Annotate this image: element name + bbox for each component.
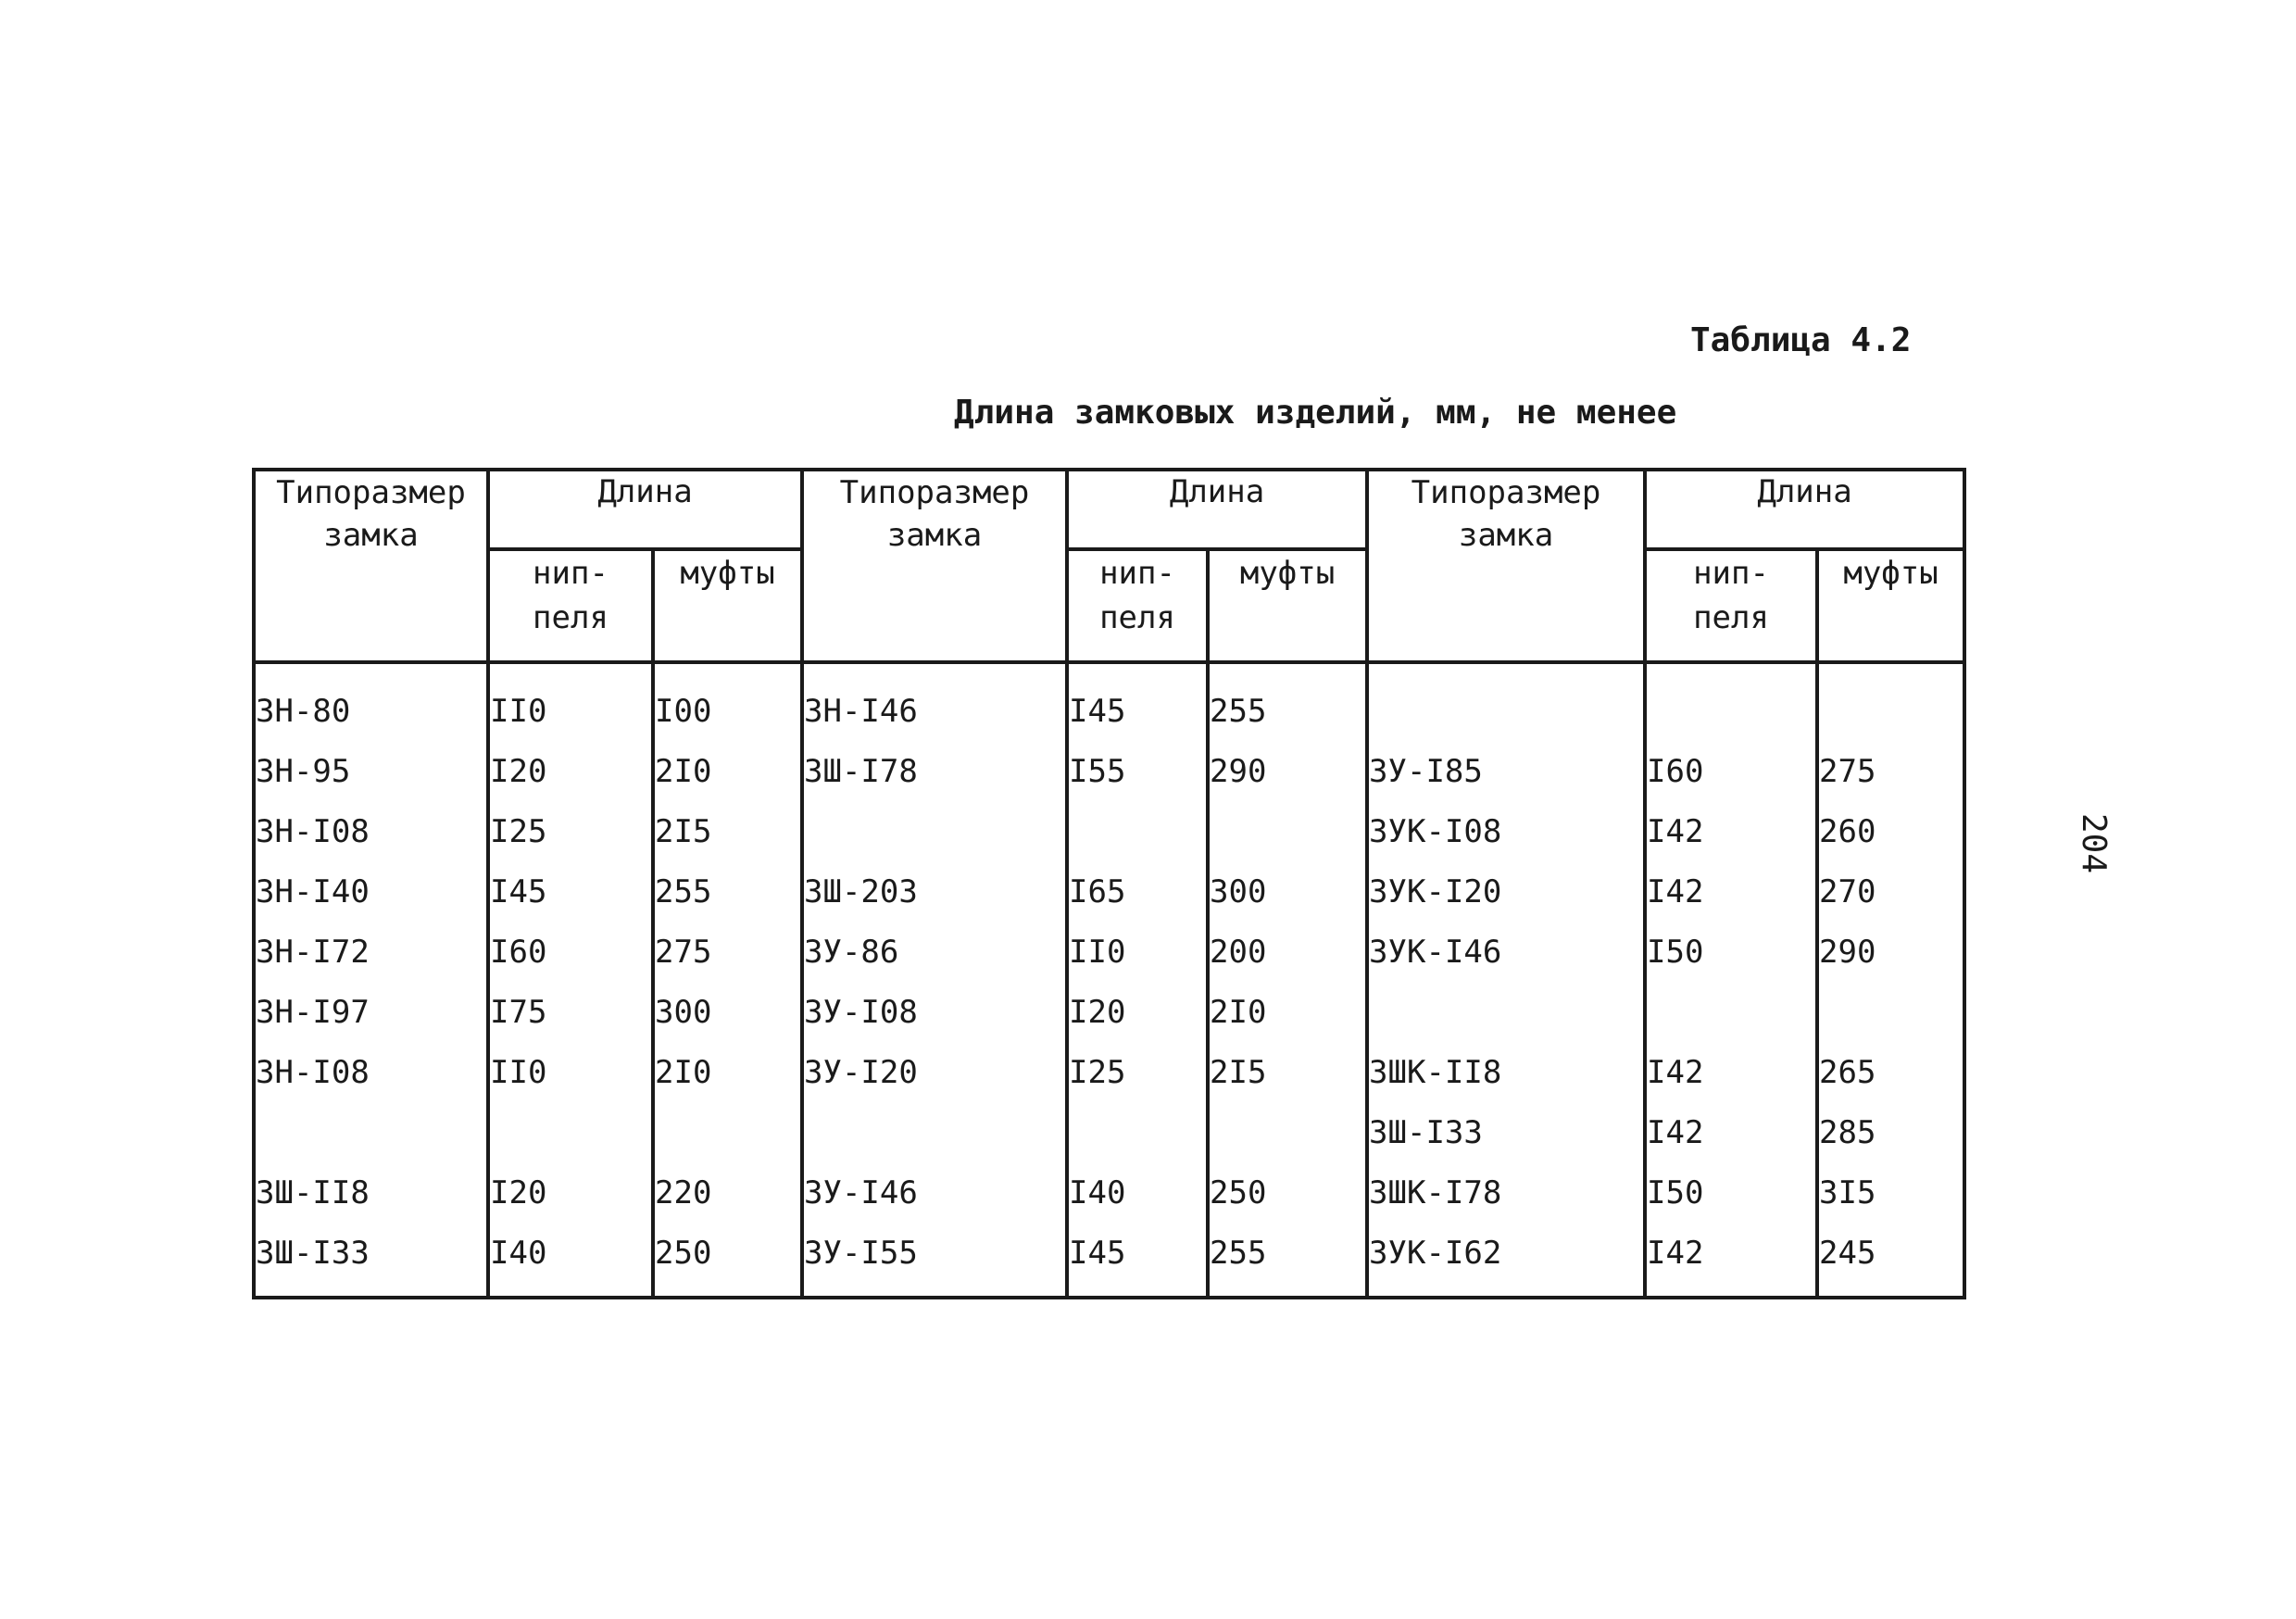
cell-type-3: ЗУК-I20 [1367,861,1645,922]
table-row [254,1042,1964,1102]
cell-coupling-2: 2I5 [1208,1042,1367,1102]
cell-type-3: ЗУК-I46 [1367,922,1645,982]
cell-coupling-2: 200 [1208,922,1367,982]
cell-type-2: ЗУ-I55 [802,1223,1067,1298]
cell-nipple-3: I42 [1645,1102,1817,1162]
table-row [254,1102,1964,1162]
cell-nipple-1: I60 [488,922,653,982]
cell-nipple-3: I42 [1645,1042,1817,1102]
cell-nipple-2: I25 [1067,1042,1208,1102]
cell-coupling-2: 300 [1208,861,1367,922]
table-row [254,1162,1964,1223]
cell-type-3: ЗУК-I08 [1367,801,1645,861]
cell-type-3 [1367,662,1645,741]
cell-type-3 [1367,982,1645,1042]
cell-nipple-3: I50 [1645,1162,1817,1223]
cell-nipple-3: I50 [1645,922,1817,982]
cell-coupling-2 [1208,1102,1367,1162]
cell-type-3: ЗШК-II8 [1367,1042,1645,1102]
cell-coupling-3 [1817,982,1964,1042]
cell-type-2: ЗУ-86 [802,922,1067,982]
cell-coupling-1: 220 [653,1162,802,1223]
cell-coupling-1: I00 [653,662,802,741]
cell-coupling-1: 2I5 [653,801,802,861]
table-row [254,922,1964,982]
header-length-1: Длина [488,470,802,549]
cell-type-1: ЗН-I08 [254,1042,488,1102]
cell-coupling-3: 275 [1817,741,1964,801]
cell-nipple-2: I45 [1067,1223,1208,1298]
cell-nipple-2: I55 [1067,741,1208,801]
cell-type-3: ЗУК-I62 [1367,1223,1645,1298]
cell-nipple-2: I45 [1067,662,1208,741]
cell-coupling-3: 260 [1817,801,1964,861]
header-type-1: Типоразмер замка [254,470,488,662]
cell-coupling-1 [653,1102,802,1162]
cell-nipple-1: I40 [488,1223,653,1298]
header-length-2: Длина [1067,470,1367,549]
header-coupling-3: муфты [1817,549,1964,662]
cell-nipple-1: II0 [488,1042,653,1102]
cell-nipple-2: II0 [1067,922,1208,982]
cell-type-1: ЗН-I72 [254,922,488,982]
lock-length-table [252,468,1966,1299]
cell-nipple-2 [1067,801,1208,861]
cell-coupling-2: 255 [1208,662,1367,741]
cell-type-2: ЗШ-I78 [802,741,1067,801]
header-coupling-2: муфты [1208,549,1367,662]
cell-coupling-2: 250 [1208,1162,1367,1223]
header-type-2: Типоразмер замка [802,470,1067,662]
cell-nipple-2: I20 [1067,982,1208,1042]
table-title: Длина замковых изделий, мм, не менее [954,394,1677,432]
cell-type-1 [254,1102,488,1162]
cell-nipple-1: II0 [488,662,653,741]
cell-coupling-3: 265 [1817,1042,1964,1102]
cell-nipple-1: I75 [488,982,653,1042]
cell-type-2: ЗШ-203 [802,861,1067,922]
cell-type-3: ЗШК-I78 [1367,1162,1645,1223]
header-type-3: Типоразмер замка [1367,470,1645,662]
cell-nipple-1 [488,1102,653,1162]
header-nipple-2: нип- пеля [1067,549,1208,662]
cell-coupling-2 [1208,801,1367,861]
cell-type-2: ЗН-I46 [802,662,1067,741]
cell-type-1: ЗН-I40 [254,861,488,922]
cell-nipple-3: I60 [1645,741,1817,801]
table-row [254,1223,1964,1298]
cell-type-1: ЗН-I08 [254,801,488,861]
header-nipple-3: нип- пеля [1645,549,1817,662]
cell-coupling-1: 2I0 [653,1042,802,1102]
cell-coupling-3: 285 [1817,1102,1964,1162]
cell-nipple-1: I20 [488,741,653,801]
cell-type-1: ЗШ-II8 [254,1162,488,1223]
cell-nipple-1: I45 [488,861,653,922]
cell-coupling-2: 2I0 [1208,982,1367,1042]
header-nipple-1: нип- пеля [488,549,653,662]
cell-type-2 [802,801,1067,861]
cell-coupling-1: 275 [653,922,802,982]
cell-type-2 [802,1102,1067,1162]
cell-coupling-2: 255 [1208,1223,1367,1298]
cell-coupling-1: 255 [653,861,802,922]
cell-nipple-2: I65 [1067,861,1208,922]
table-row [254,861,1964,922]
cell-coupling-3: 270 [1817,861,1964,922]
cell-coupling-1: 2I0 [653,741,802,801]
table-row [254,982,1964,1042]
cell-nipple-3: I42 [1645,801,1817,861]
cell-nipple-3: I42 [1645,1223,1817,1298]
cell-type-3: ЗШ-I33 [1367,1102,1645,1162]
table-row [254,801,1964,861]
cell-coupling-2: 290 [1208,741,1367,801]
cell-type-1: ЗН-80 [254,662,488,741]
cell-nipple-1: I20 [488,1162,653,1223]
cell-nipple-3: I42 [1645,861,1817,922]
cell-coupling-3: 290 [1817,922,1964,982]
cell-type-1: ЗН-I97 [254,982,488,1042]
table-label: Таблица 4.2 [1690,321,1912,359]
table-row [254,662,1964,741]
cell-type-2: ЗУ-I46 [802,1162,1067,1223]
cell-type-1: ЗШ-I33 [254,1223,488,1298]
cell-type-2: ЗУ-I08 [802,982,1067,1042]
cell-coupling-3 [1817,662,1964,741]
cell-nipple-3 [1645,982,1817,1042]
header-coupling-1: муфты [653,549,802,662]
header-length-3: Длина [1645,470,1964,549]
cell-type-3: ЗУ-I85 [1367,741,1645,801]
table-row [254,741,1964,801]
cell-type-1: ЗН-95 [254,741,488,801]
cell-nipple-1: I25 [488,801,653,861]
page-number: 204 [2075,812,2114,874]
cell-type-2: ЗУ-I20 [802,1042,1067,1102]
cell-coupling-3: 245 [1817,1223,1964,1298]
cell-nipple-2 [1067,1102,1208,1162]
cell-coupling-3: 3I5 [1817,1162,1964,1223]
cell-nipple-2: I40 [1067,1162,1208,1223]
cell-nipple-3 [1645,662,1817,741]
cell-coupling-1: 300 [653,982,802,1042]
cell-coupling-1: 250 [653,1223,802,1298]
